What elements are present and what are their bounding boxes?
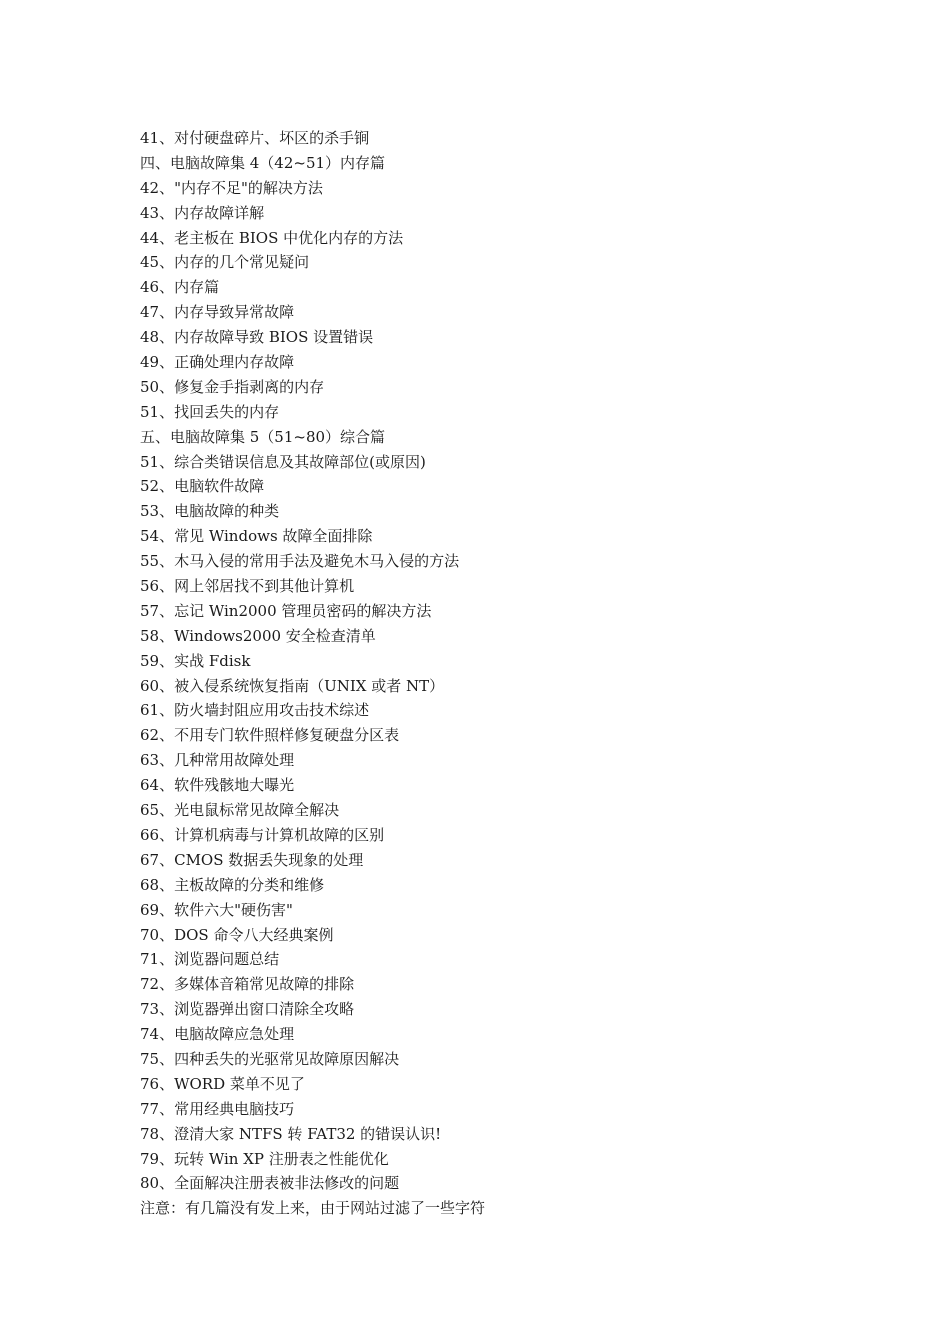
toc-line: 73、浏览器弹出窗口清除全攻略 xyxy=(140,1000,355,1019)
toc-line: 49、正确处理内存故障 xyxy=(140,353,295,372)
toc-line: 67、CMOS 数据丢失现象的处理 xyxy=(140,850,364,869)
toc-line: 69、软件六大"硬伤害" xyxy=(140,900,293,919)
toc-line: 75、四种丢失的光驱常见故障原因解决 xyxy=(140,1049,400,1068)
toc-line: 55、木马入侵的常用手法及避免木马入侵的方法 xyxy=(140,552,460,571)
toc-line: 63、几种常用故障处理 xyxy=(140,751,295,770)
toc-line: 79、玩转 Win XP 注册表之性能优化 xyxy=(140,1149,389,1168)
toc-line: 74、电脑故障应急处理 xyxy=(140,1025,295,1044)
toc-line: 57、忘记 Win2000 管理员密码的解决方法 xyxy=(140,601,432,620)
toc-line: 76、WORD 菜单不见了 xyxy=(140,1074,305,1093)
toc-line: 51、综合类错误信息及其故障部位(或原因) xyxy=(140,452,426,471)
toc-line: 70、DOS 命令八大经典案例 xyxy=(140,925,334,944)
toc-line: 53、电脑故障的种类 xyxy=(140,502,280,521)
toc-section-heading: 四、电脑故障集 4（42~51）内存篇 xyxy=(140,153,386,172)
toc-section-heading: 五、电脑故障集 5（51~80）综合篇 xyxy=(140,427,386,446)
toc-line: 66、计算机病毒与计算机故障的区别 xyxy=(140,825,385,844)
toc-line: 44、老主板在 BIOS 中优化内存的方法 xyxy=(140,228,404,247)
toc-line: 71、浏览器问题总结 xyxy=(140,950,280,969)
toc-line: 42、"内存不足"的解决方法 xyxy=(140,178,323,197)
toc-line: 52、电脑软件故障 xyxy=(140,477,265,496)
toc-line: 62、不用专门软件照样修复硬盘分区表 xyxy=(140,726,400,745)
toc-line: 54、常见 Windows 故障全面排除 xyxy=(140,527,373,546)
toc-line: 51、找回丢失的内存 xyxy=(140,402,280,421)
table-of-contents xyxy=(140,126,485,1221)
toc-line: 65、光电鼠标常见故障全解决 xyxy=(140,801,340,820)
toc-line: 45、内存的几个常见疑问 xyxy=(140,253,310,272)
toc-line: 78、澄清大家 NTFS 转 FAT32 的错误认识! xyxy=(140,1124,442,1143)
toc-line: 77、常用经典电脑技巧 xyxy=(140,1099,295,1118)
toc-line: 41、对付硬盘碎片、坏区的杀手锏 xyxy=(140,129,370,147)
toc-line: 56、网上邻居找不到其他计算机 xyxy=(140,577,355,596)
toc-line: 46、内存篇 xyxy=(140,278,220,297)
toc-line: 48、内存故障导致 BIOS 设置错误 xyxy=(140,328,374,347)
toc-line: 64、软件残骸地大曝光 xyxy=(140,776,295,795)
toc-line: 47、内存导致异常故障 xyxy=(140,303,295,322)
toc-line: 58、Windows2000 安全检查清单 xyxy=(140,626,376,645)
toc-line: 68、主板故障的分类和维修 xyxy=(140,875,325,894)
toc-line: 60、被入侵系统恢复指南（UNIX 或者 NT） xyxy=(140,676,445,695)
toc-line: 72、多媒体音箱常见故障的排除 xyxy=(140,975,355,994)
toc-line: 43、内存故障详解 xyxy=(140,203,265,222)
note-line: 注意：有几篇没有发上来，由于网站过滤了一些字符 xyxy=(140,1199,486,1218)
toc-line: 61、防火墙封阻应用攻击技术综述 xyxy=(140,701,370,720)
toc-line: 50、修复金手指剥离的内存 xyxy=(140,377,325,396)
toc-line: 80、全面解决注册表被非法修改的问题 xyxy=(140,1174,400,1193)
toc-line: 59、实战 Fdisk xyxy=(140,651,251,670)
